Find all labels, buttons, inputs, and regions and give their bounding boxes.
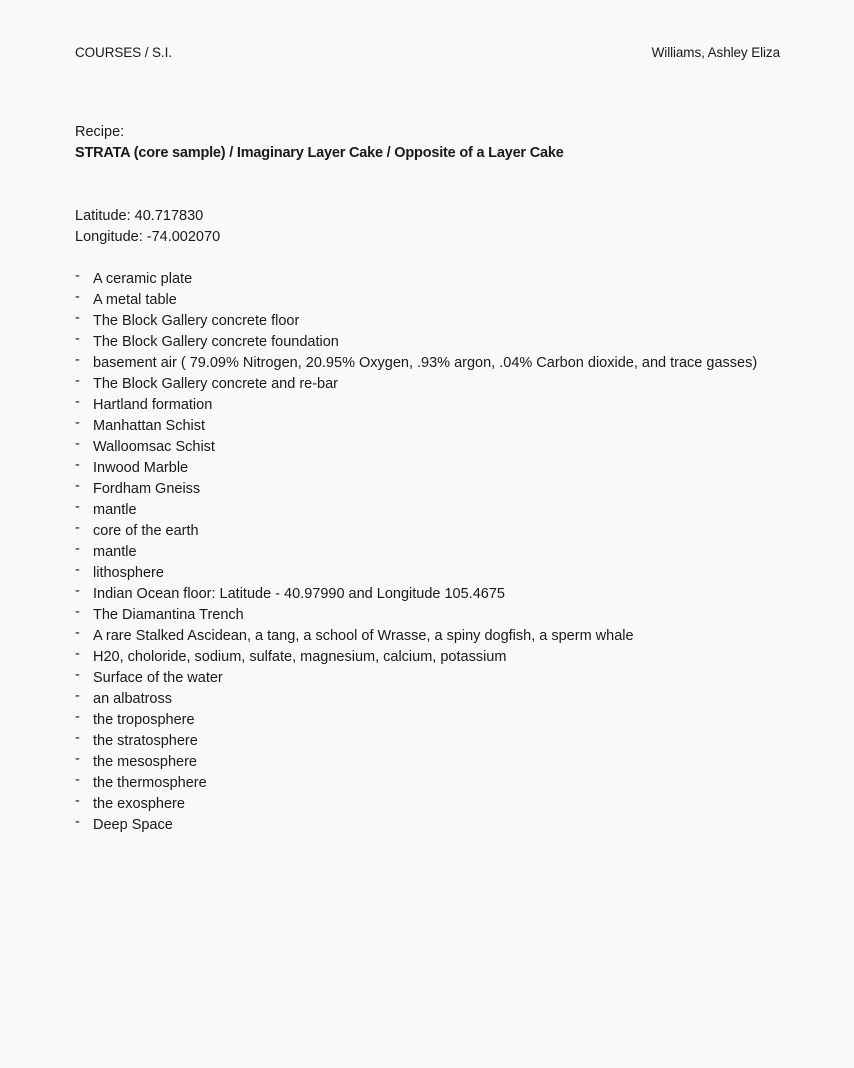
list-item-text: Deep Space bbox=[93, 817, 173, 833]
list-dash-marker: - bbox=[75, 751, 80, 767]
list-item-text: A metal table bbox=[93, 292, 177, 308]
list-item-text: the exosphere bbox=[93, 796, 185, 812]
list-item bbox=[75, 458, 765, 479]
list-dash-marker: - bbox=[75, 562, 80, 578]
list-dash-marker: - bbox=[75, 625, 80, 641]
coordinates-block bbox=[75, 206, 220, 248]
list-item bbox=[75, 353, 765, 374]
recipe-label: Recipe: bbox=[75, 124, 125, 140]
list-item bbox=[75, 269, 765, 290]
list-item-text: Hartland formation bbox=[93, 397, 213, 413]
list-item bbox=[75, 479, 765, 500]
list-item-text: The Block Gallery concrete foundation bbox=[93, 334, 339, 350]
list-dash-marker: - bbox=[75, 457, 80, 473]
list-item-text: the troposphere bbox=[93, 712, 195, 728]
list-item-text: basement air ( 79.09% Nitrogen, 20.95% Oxygen, .93% argon, .04% Carbon dioxide, and trace gasses) bbox=[93, 355, 758, 371]
list-item bbox=[75, 731, 765, 752]
list-item-text: Surface of the water bbox=[93, 670, 223, 686]
list-dash-marker: - bbox=[75, 373, 80, 389]
list-dash-marker: - bbox=[75, 772, 80, 788]
list-item-text: A ceramic plate bbox=[93, 271, 193, 287]
list-dash-marker: - bbox=[75, 499, 80, 515]
list-item-text: mantle bbox=[93, 502, 137, 518]
list-dash-marker: - bbox=[75, 394, 80, 410]
list-dash-marker: - bbox=[75, 541, 80, 557]
list-item bbox=[75, 395, 765, 416]
list-item-text: an albatross bbox=[93, 691, 172, 707]
list-dash-marker: - bbox=[75, 793, 80, 809]
list-dash-marker: - bbox=[75, 709, 80, 725]
list-item-text: Fordham Gneiss bbox=[93, 481, 201, 497]
list-dash-marker: - bbox=[75, 415, 80, 431]
author-name: Williams, Ashley Eliza bbox=[651, 45, 780, 60]
list-item bbox=[75, 374, 765, 395]
list-item bbox=[75, 332, 765, 353]
list-item-text: H20, choloride, sodium, sulfate, magnesium, calcium, potassium bbox=[93, 649, 507, 665]
list-item-text: Walloomsac Schist bbox=[93, 439, 215, 455]
list-item bbox=[75, 500, 765, 521]
list-item bbox=[75, 752, 765, 773]
list-dash-marker: - bbox=[75, 730, 80, 746]
list-dash-marker: - bbox=[75, 478, 80, 494]
recipe-block bbox=[75, 122, 564, 164]
list-item bbox=[75, 416, 765, 437]
list-item-text: core of the earth bbox=[93, 523, 199, 539]
list-item-text: mantle bbox=[93, 544, 137, 560]
list-dash-marker: - bbox=[75, 310, 80, 326]
list-item-text: Indian Ocean floor: Latitude - 40.97990 and Longitude 105.4675 bbox=[93, 586, 505, 602]
list-dash-marker: - bbox=[75, 814, 80, 830]
latitude-text: Latitude: 40.717830 bbox=[75, 208, 204, 224]
list-item bbox=[75, 521, 765, 542]
list-item bbox=[75, 668, 765, 689]
list-item-text: Inwood Marble bbox=[93, 460, 189, 476]
list-item bbox=[75, 311, 765, 332]
list-item bbox=[75, 290, 765, 311]
list-item bbox=[75, 689, 765, 710]
list-item-text: the stratosphere bbox=[93, 733, 198, 749]
list-dash-marker: - bbox=[75, 436, 80, 452]
list-item-text: the thermosphere bbox=[93, 775, 207, 791]
strata-list bbox=[75, 269, 765, 836]
list-dash-marker: - bbox=[75, 583, 80, 599]
list-item-text: The Block Gallery concrete and re-bar bbox=[93, 376, 338, 392]
list-dash-marker: - bbox=[75, 688, 80, 704]
list-item bbox=[75, 710, 765, 731]
list-item bbox=[75, 647, 765, 668]
list-item bbox=[75, 542, 765, 563]
list-dash-marker: - bbox=[75, 289, 80, 305]
list-item bbox=[75, 815, 765, 836]
longitude-text: Longitude: -74.002070 bbox=[75, 229, 221, 245]
recipe-title: STRATA (core sample) / Imaginary Layer Cake / Opposite of a Layer Cake bbox=[75, 145, 564, 161]
list-item bbox=[75, 605, 765, 626]
list-item-text: A rare Stalked Ascidean, a tang, a school of Wrasse, a spiny dogfish, a sperm whale bbox=[93, 628, 634, 644]
list-dash-marker: - bbox=[75, 604, 80, 620]
list-item bbox=[75, 794, 765, 815]
list-dash-marker: - bbox=[75, 667, 80, 683]
list-item bbox=[75, 563, 765, 584]
breadcrumb: COURSES / S.I. bbox=[75, 45, 172, 60]
list-item bbox=[75, 773, 765, 794]
list-item bbox=[75, 584, 765, 605]
list-item-text: The Diamantina Trench bbox=[93, 607, 244, 623]
list-item bbox=[75, 626, 765, 647]
list-dash-marker: - bbox=[75, 520, 80, 536]
page-header bbox=[75, 45, 780, 65]
list-dash-marker: - bbox=[75, 352, 80, 368]
list-dash-marker: - bbox=[75, 268, 80, 284]
list-dash-marker: - bbox=[75, 646, 80, 662]
list-item-text: lithosphere bbox=[93, 565, 164, 581]
list-item-text: Manhattan Schist bbox=[93, 418, 206, 434]
list-item-text: The Block Gallery concrete floor bbox=[93, 313, 300, 329]
list-item-text: the mesosphere bbox=[93, 754, 197, 770]
list-item bbox=[75, 437, 765, 458]
list-dash-marker: - bbox=[75, 331, 80, 347]
